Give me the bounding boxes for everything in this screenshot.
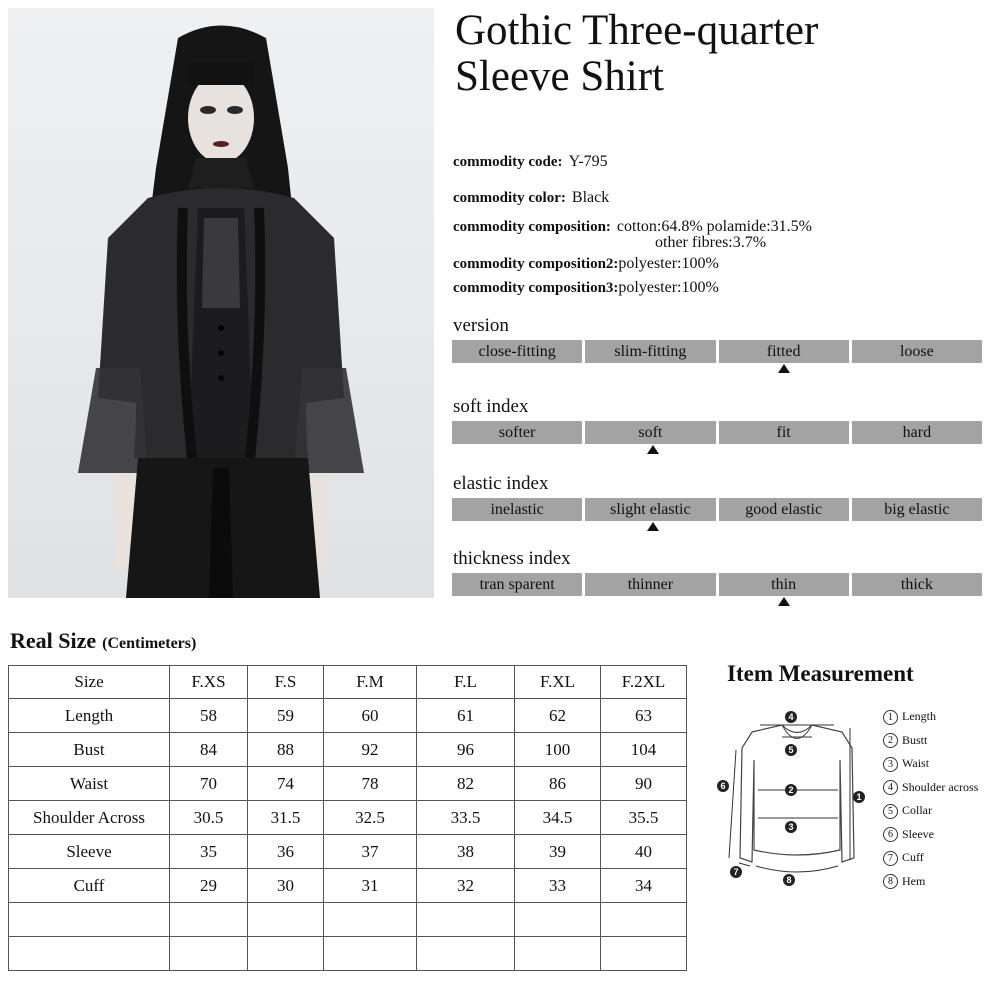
table-header-cell: F.2XL [601, 666, 687, 699]
table-cell: 78 [324, 767, 417, 801]
legend-label: Collar [902, 803, 932, 817]
spec-label: commodity composition3: [453, 280, 619, 296]
table-cell: 30 [248, 869, 324, 903]
spec-composition3 [453, 279, 719, 297]
shirt-measurement-diagram [712, 700, 882, 890]
scale-option: thinner [585, 573, 715, 596]
size-table [8, 665, 687, 971]
scale-option: hard [852, 421, 982, 444]
legend-label: Cuff [902, 850, 924, 864]
table-cell: 33.5 [417, 801, 515, 835]
scale-option: thick [852, 573, 982, 596]
table-cell [9, 903, 170, 937]
scale-option-selected: fitted [719, 340, 849, 363]
table-cell [515, 903, 601, 937]
legend-item [883, 776, 978, 800]
svg-text:1: 1 [856, 792, 862, 802]
legend-number: 6 [883, 827, 898, 842]
table-header-row [9, 666, 687, 699]
legend-number: 1 [883, 710, 898, 725]
scale-option: close-fitting [452, 340, 582, 363]
table-cell: 74 [248, 767, 324, 801]
legend-item [883, 729, 978, 753]
table-cell: Length [9, 699, 170, 733]
table-cell [324, 903, 417, 937]
version-scale [452, 340, 982, 363]
table-cell: 38 [417, 835, 515, 869]
legend-number: 5 [883, 804, 898, 819]
legend-item [883, 705, 978, 729]
size-table-title [10, 628, 196, 654]
table-cell: 92 [324, 733, 417, 767]
legend-number: 4 [883, 780, 898, 795]
size-table-unit: (Centimeters) [102, 635, 197, 652]
spec-label: commodity composition2: [453, 256, 619, 272]
size-table-heading: Real Size [10, 628, 97, 653]
table-cell: 35.5 [601, 801, 687, 835]
table-cell [601, 937, 687, 971]
title-line-2: Sleeve Shirt [455, 53, 664, 100]
table-cell: 39 [515, 835, 601, 869]
table-row [9, 801, 687, 835]
table-cell: 88 [248, 733, 324, 767]
table-cell: Bust [9, 733, 170, 767]
spec-value-2: other fibres:3.7% [655, 234, 767, 251]
table-cell: 70 [170, 767, 248, 801]
table-cell: 62 [515, 699, 601, 733]
scale-option: big elastic [852, 498, 982, 521]
scale-option-selected: slight elastic [585, 498, 715, 521]
table-cell: Waist [9, 767, 170, 801]
legend-number: 7 [883, 851, 898, 866]
table-cell: 104 [601, 733, 687, 767]
table-cell: 30.5 [170, 801, 248, 835]
table-cell: 31.5 [248, 801, 324, 835]
table-cell [417, 937, 515, 971]
table-cell: 36 [248, 835, 324, 869]
legend-label: Hem [902, 873, 926, 888]
table-header-cell: F.XL [515, 666, 601, 699]
selected-marker-icon [647, 445, 659, 454]
title-line-1: Gothic Three-quarter [455, 7, 819, 54]
spec-label: commodity composition: [453, 219, 611, 235]
selected-marker-icon [778, 364, 790, 373]
table-header-cell: F.L [417, 666, 515, 699]
selected-marker-icon [778, 597, 790, 606]
table-row [9, 733, 687, 767]
table-row [9, 767, 687, 801]
table-cell: 96 [417, 733, 515, 767]
table-cell [515, 937, 601, 971]
table-cell [417, 903, 515, 937]
spec-value: cotton:64.8% polamide:31.5% [616, 218, 812, 235]
scale-option: slim-fitting [585, 340, 715, 363]
svg-text:7: 7 [733, 867, 739, 877]
table-row [9, 835, 687, 869]
spec-color [453, 189, 609, 207]
spec-composition2 [453, 255, 719, 273]
svg-text:4: 4 [788, 712, 794, 722]
legend-label: Waist [902, 756, 930, 770]
table-cell [170, 937, 248, 971]
measurement-legend [883, 705, 978, 893]
scale-option-selected: soft [585, 421, 715, 444]
table-row [9, 869, 687, 903]
table-cell: 82 [417, 767, 515, 801]
table-cell [601, 903, 687, 937]
spec-value: Black [571, 189, 610, 206]
table-cell: 63 [601, 699, 687, 733]
version-label: version [453, 315, 509, 336]
table-cell [9, 937, 170, 971]
scale-option: loose [852, 340, 982, 363]
svg-text:8: 8 [786, 875, 792, 885]
svg-text:2: 2 [788, 785, 794, 795]
table-cell: 32.5 [324, 801, 417, 835]
table-cell: 32 [417, 869, 515, 903]
legend-item [883, 870, 978, 894]
soft-index-scale [452, 421, 982, 444]
svg-text:6: 6 [720, 781, 726, 791]
spec-code [453, 153, 608, 171]
table-cell: 34 [601, 869, 687, 903]
legend-number: 8 [883, 874, 898, 889]
table-row-empty [9, 903, 687, 937]
table-cell: 58 [170, 699, 248, 733]
table-cell: 59 [248, 699, 324, 733]
table-cell: 86 [515, 767, 601, 801]
table-cell: Shoulder Across [9, 801, 170, 835]
legend-number: 3 [883, 757, 898, 772]
table-cell: 84 [170, 733, 248, 767]
scale-option: good elastic [719, 498, 849, 521]
legend-label: Bustt [902, 732, 928, 747]
table-cell [248, 937, 324, 971]
spec-composition [453, 218, 812, 252]
table-cell: 61 [417, 699, 515, 733]
legend-item [883, 799, 978, 823]
table-header-cell: F.S [248, 666, 324, 699]
table-cell [170, 903, 248, 937]
table-cell: 100 [515, 733, 601, 767]
legend-label: Length [902, 709, 936, 723]
spec-value: Y-795 [568, 153, 608, 170]
table-cell: 60 [324, 699, 417, 733]
model-illustration [8, 8, 434, 598]
table-cell: 34.5 [515, 801, 601, 835]
soft-index-label: soft index [453, 396, 529, 417]
table-header-cell: F.M [324, 666, 417, 699]
legend-label: Sleeve [902, 826, 934, 841]
table-cell: 29 [170, 869, 248, 903]
thickness-index-scale [452, 573, 982, 596]
table-cell: Sleeve [9, 835, 170, 869]
table-cell [324, 937, 417, 971]
table-cell: 37 [324, 835, 417, 869]
spec-value: polyester:100% [618, 255, 719, 272]
table-cell: 90 [601, 767, 687, 801]
selected-marker-icon [647, 522, 659, 531]
spec-value: polyester:100% [618, 279, 719, 296]
scale-option: softer [452, 421, 582, 444]
spec-label: commodity color: [453, 190, 566, 206]
table-row-empty [9, 937, 687, 971]
table-cell [248, 903, 324, 937]
table-cell: Cuff [9, 869, 170, 903]
table-header-cell: Size [9, 666, 170, 699]
table-header-cell: F.XS [170, 666, 248, 699]
scale-option-selected: thin [719, 573, 849, 596]
scale-option: inelastic [452, 498, 582, 521]
table-row [9, 699, 687, 733]
item-measurement-title: Item Measurement [727, 661, 914, 686]
elastic-index-label: elastic index [453, 473, 549, 494]
legend-item [883, 752, 978, 776]
table-cell: 35 [170, 835, 248, 869]
legend-item [883, 846, 978, 870]
scale-option: tran sparent [452, 573, 582, 596]
legend-item [883, 823, 978, 847]
legend-number: 2 [883, 733, 898, 748]
spec-label: commodity code: [453, 154, 563, 170]
table-cell: 40 [601, 835, 687, 869]
elastic-index-scale [452, 498, 982, 521]
table-cell: 33 [515, 869, 601, 903]
svg-text:3: 3 [788, 822, 794, 832]
product-photo [8, 8, 434, 598]
table-cell: 31 [324, 869, 417, 903]
svg-text:5: 5 [788, 745, 794, 755]
thickness-index-label: thickness index [453, 548, 571, 569]
product-title [455, 8, 995, 100]
scale-option: fit [719, 421, 849, 444]
legend-label: Shoulder across [902, 779, 979, 794]
